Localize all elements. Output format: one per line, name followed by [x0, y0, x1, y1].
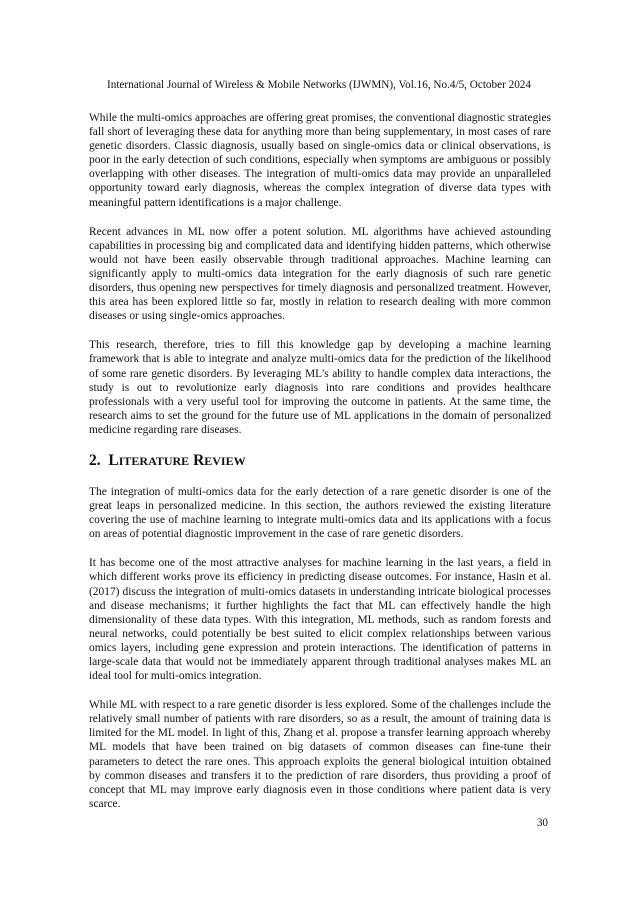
section-title-smallcaps: ITERATURE [118, 453, 190, 468]
paragraph: The integration of multi-omics data for the early detection of a rare genetic disorder is one of the great leaps in personalized medicine. In this section, the authors reviewed the existing literature covering the use of machine learning to integrate multi-omics data and its applications with a focus on areas of potential diagnostic improvement in the case of rare genetic disorders. [89, 485, 551, 541]
section-heading [89, 452, 551, 470]
section-title-initial: R [193, 451, 205, 469]
running-header: International Journal of Wireless & Mobile Networks (IJWMN), Vol.16, No.4/5, October 2024 [107, 79, 531, 91]
article-body [89, 111, 551, 826]
section-title-smallcaps: EVIEW [204, 453, 246, 468]
page-number: 30 [536, 817, 548, 829]
paragraph: This research, therefore, tries to fill this knowledge gap by developing a machine learning framework that is able to integrate and analyze multi-omics data for the prediction of the likelihood of some rare genetic disorders. By leveraging ML's ability to handle complex data interactions, the study is out to revolutionize early diagnosis into rare conditions and provides healthcare professionals with a very useful tool for improving the outcome in patients. At the same time, the research aims to set the ground for the future use of ML applications in the domain of personalized medicine regarding rare diseases. [89, 339, 551, 436]
paragraph: Recent advances in ML now offer a potent solution. ML algorithms have achieved astounding capabilities in processing big and complicated data and identifying hidden patterns, which otherwise would not have been easily observable through traditional approaches. Machine learning can significantly apply to multi-omics data integration for the early diagnosis of such rare genetic disorders, thus opening new perspectives for timely diagnosis and personalized treatment. However, this area has been explored little so far, mostly in relation to research dealing with more common diseases or using single-omics approaches. [89, 225, 551, 323]
paragraph: While ML with respect to a rare genetic disorder is less explored. Some of the challenges include the relatively small number of patients with rare disorders, so as a result, the amount of training data is limited for the ML model. In light of this, Zhang et al. propose a transfer learning approach whereby ML models that have been trained on big datasets of common diseases can fine-tune their parameters to detect the rare ones. This approach exploits the general biological intuition obtained by common diseases and transfers it to the prediction of rare disorders, thus providing a proof of concept that ML may improve early diagnosis even in those conditions where patient data is very scarce. [89, 699, 551, 810]
paragraph: While the multi-omics approaches are offering great promises, the conventional diagnostic strategies fall short of leveraging these data for anything more than being supplementary, in most cases of rare genetic disorders. Classic diagnosis, usually based on single-omics data or clinical observations, is poor in the early detection of such conditions, especially when symptoms are ambiguous or possibly overlapping with other diseases. The integration of multi-omics data may provide an unparalleled opportunity toward early diagnosis, whereas the complex integration of diverse data types with meaningful pattern identifications is a major challenge. [89, 112, 551, 209]
section-number: 2. [89, 451, 101, 469]
paragraph: It has become one of the most attractive analyses for machine learning in the last years, a field in which different works prove its efficiency in predicting disease outcomes. For instance, Hasin et al. (2017) discuss the integration of multi-omics datasets in understanding intricate biological processes and disease mechanisms; it further highlights the fact that ML can effectively handle the high dimensionality of these data types. With this integration, ML methods, such as random forests and neural networks, could potentially be best suited to elicit complex relationships between various omics layers, including gene expression and protein interactions. The identification of patterns in large-scale data that would not be immediately apparent through traditional analyses makes ML an ideal tool for multi-omics integration. [89, 557, 551, 683]
section-title-initial: L [108, 451, 119, 469]
